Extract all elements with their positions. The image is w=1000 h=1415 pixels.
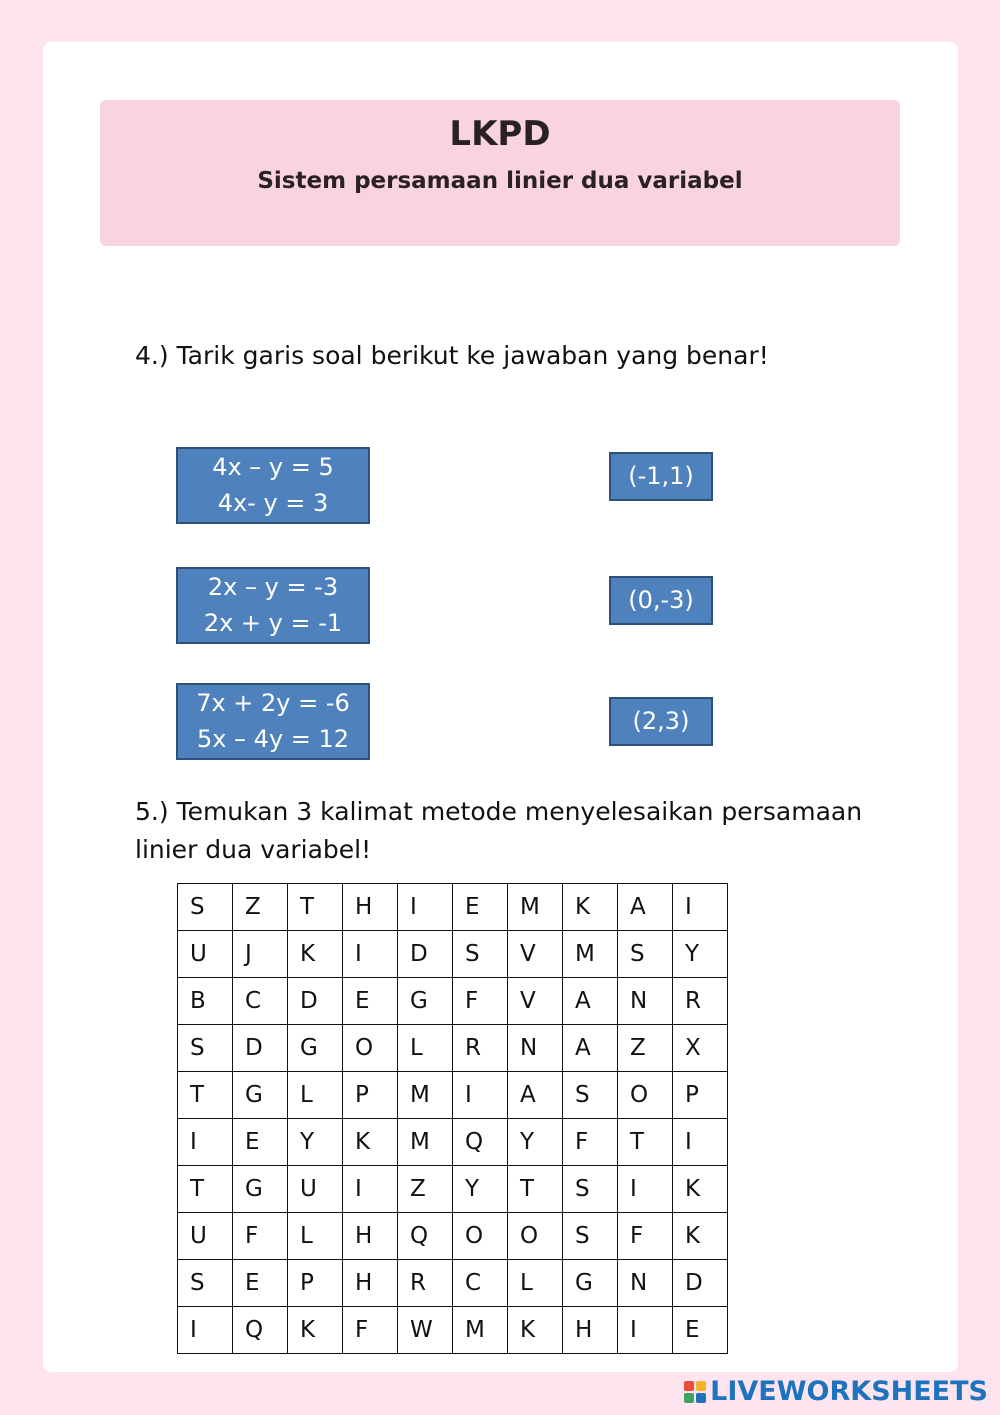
grid-cell[interactable]: D	[288, 978, 343, 1025]
grid-cell[interactable]: O	[453, 1213, 508, 1260]
equation-line: 2x – y = -3	[207, 573, 339, 601]
grid-row	[178, 1260, 728, 1307]
grid-cell[interactable]: A	[563, 978, 618, 1025]
grid-cell[interactable]: S	[453, 931, 508, 978]
grid-cell[interactable]: I	[343, 1166, 398, 1213]
grid-cell[interactable]: H	[343, 1213, 398, 1260]
grid-cell[interactable]: O	[343, 1025, 398, 1072]
grid-cell[interactable]: H	[563, 1307, 618, 1354]
grid-cell[interactable]: R	[453, 1025, 508, 1072]
grid-cell[interactable]: O	[618, 1072, 673, 1119]
grid-cell[interactable]: B	[178, 978, 233, 1025]
grid-cell[interactable]: C	[233, 978, 288, 1025]
grid-cell[interactable]: S	[563, 1072, 618, 1119]
grid-cell[interactable]: D	[673, 1260, 728, 1307]
grid-cell[interactable]: Z	[398, 1166, 453, 1213]
grid-cell[interactable]: T	[618, 1119, 673, 1166]
grid-cell[interactable]: D	[233, 1025, 288, 1072]
grid-cell[interactable]: N	[618, 1260, 673, 1307]
grid-cell[interactable]: D	[398, 931, 453, 978]
grid-cell[interactable]: O	[508, 1213, 563, 1260]
grid-row	[178, 1213, 728, 1260]
grid-cell[interactable]: G	[233, 1072, 288, 1119]
grid-cell[interactable]: N	[508, 1025, 563, 1072]
grid-cell[interactable]: S	[178, 884, 233, 931]
grid-cell[interactable]: P	[343, 1072, 398, 1119]
grid-cell[interactable]: A	[508, 1072, 563, 1119]
grid-cell[interactable]: I	[178, 1307, 233, 1354]
grid-cell[interactable]: Z	[233, 884, 288, 931]
grid-cell[interactable]: W	[398, 1307, 453, 1354]
grid-cell[interactable]: M	[453, 1307, 508, 1354]
answer-box-2[interactable]: (0,-3)	[609, 576, 713, 625]
equation-line: 4x- y = 3	[217, 489, 329, 517]
grid-cell[interactable]: U	[178, 931, 233, 978]
page-subtitle: Sistem persamaan linier dua variabel	[257, 168, 743, 194]
grid-row	[178, 1025, 728, 1072]
grid-cell[interactable]: L	[508, 1260, 563, 1307]
grid-cell[interactable]: M	[508, 884, 563, 931]
grid-cell[interactable]: V	[508, 931, 563, 978]
grid-cell[interactable]: K	[288, 931, 343, 978]
grid-cell[interactable]: H	[343, 884, 398, 931]
grid-cell[interactable]: U	[178, 1213, 233, 1260]
grid-cell[interactable]: E	[233, 1119, 288, 1166]
word-search-grid	[177, 883, 728, 1354]
grid-cell[interactable]: Q	[233, 1307, 288, 1354]
grid-cell[interactable]: G	[233, 1166, 288, 1213]
grid-cell[interactable]: U	[288, 1166, 343, 1213]
grid-cell[interactable]: M	[563, 931, 618, 978]
answer-box-1[interactable]: (-1,1)	[609, 452, 713, 501]
grid-cell[interactable]: T	[178, 1166, 233, 1213]
grid-cell[interactable]: S	[178, 1260, 233, 1307]
grid-cell[interactable]: I	[618, 1307, 673, 1354]
answer-box-3[interactable]: (2,3)	[609, 697, 713, 746]
grid-cell[interactable]: M	[398, 1119, 453, 1166]
grid-cell[interactable]: E	[343, 978, 398, 1025]
equation-box-3[interactable]	[176, 683, 370, 760]
grid-cell[interactable]: I	[398, 884, 453, 931]
grid-cell[interactable]: G	[288, 1025, 343, 1072]
grid-cell[interactable]: G	[563, 1260, 618, 1307]
grid-cell[interactable]: E	[673, 1307, 728, 1354]
grid-cell[interactable]: Q	[453, 1119, 508, 1166]
liveworksheets-branding	[684, 1376, 988, 1407]
grid-cell[interactable]: I	[673, 1119, 728, 1166]
grid-cell[interactable]: H	[343, 1260, 398, 1307]
grid-cell[interactable]: G	[398, 978, 453, 1025]
header-banner	[100, 100, 900, 246]
grid-cell[interactable]: K	[508, 1307, 563, 1354]
grid-cell[interactable]: F	[343, 1307, 398, 1354]
grid-cell[interactable]: P	[673, 1072, 728, 1119]
equation-line: 7x + 2y = -6	[196, 689, 350, 717]
grid-cell[interactable]: K	[563, 884, 618, 931]
grid-cell[interactable]: Y	[673, 931, 728, 978]
grid-cell[interactable]: I	[453, 1072, 508, 1119]
grid-cell[interactable]: E	[233, 1260, 288, 1307]
grid-cell[interactable]: S	[618, 931, 673, 978]
grid-cell[interactable]: Y	[453, 1166, 508, 1213]
grid-cell[interactable]: T	[178, 1072, 233, 1119]
grid-cell[interactable]: L	[288, 1072, 343, 1119]
grid-cell[interactable]: C	[453, 1260, 508, 1307]
grid-cell[interactable]: K	[288, 1307, 343, 1354]
grid-cell[interactable]: A	[563, 1025, 618, 1072]
equation-box-1[interactable]	[176, 447, 370, 524]
grid-cell[interactable]: V	[508, 978, 563, 1025]
grid-cell[interactable]: J	[233, 931, 288, 978]
equation-line: 5x – 4y = 12	[196, 725, 350, 753]
grid-cell[interactable]: K	[673, 1166, 728, 1213]
grid-cell[interactable]: P	[288, 1260, 343, 1307]
grid-cell[interactable]: R	[673, 978, 728, 1025]
grid-cell[interactable]: L	[398, 1025, 453, 1072]
grid-cell[interactable]: N	[618, 978, 673, 1025]
question-5-prompt: 5.) Temukan 3 kalimat metode menyelesaikan persamaan linier dua variabel!	[135, 797, 863, 864]
question-4-prompt: 4.) Tarik garis soal berikut ke jawaban yang benar!	[135, 341, 769, 370]
grid-cell[interactable]: K	[673, 1213, 728, 1260]
grid-row	[178, 1307, 728, 1354]
grid-row	[178, 884, 728, 931]
grid-cell[interactable]: F	[618, 1213, 673, 1260]
liveworksheets-logo-icon	[684, 1381, 706, 1403]
grid-cell[interactable]: T	[508, 1166, 563, 1213]
equation-line: 2x + y = -1	[203, 609, 343, 637]
grid-cell[interactable]: T	[288, 884, 343, 931]
page-title: LKPD	[449, 114, 551, 154]
grid-cell[interactable]: S	[563, 1213, 618, 1260]
grid-cell[interactable]: R	[398, 1260, 453, 1307]
grid-cell[interactable]: I	[673, 884, 728, 931]
grid-cell[interactable]: Y	[288, 1119, 343, 1166]
grid-cell[interactable]: S	[178, 1025, 233, 1072]
grid-cell[interactable]: I	[343, 931, 398, 978]
grid-cell[interactable]: L	[288, 1213, 343, 1260]
grid-cell[interactable]: I	[178, 1119, 233, 1166]
grid-row	[178, 931, 728, 978]
grid-cell[interactable]: Y	[508, 1119, 563, 1166]
grid-row	[178, 1119, 728, 1166]
equation-line: 4x – y = 5	[212, 453, 334, 481]
grid-cell[interactable]: Z	[618, 1025, 673, 1072]
grid-cell[interactable]: I	[618, 1166, 673, 1213]
grid-cell[interactable]: M	[398, 1072, 453, 1119]
grid-cell[interactable]: F	[563, 1119, 618, 1166]
grid-cell[interactable]: E	[453, 884, 508, 931]
grid-cell[interactable]: F	[233, 1213, 288, 1260]
grid-cell[interactable]: X	[673, 1025, 728, 1072]
grid-cell[interactable]: K	[343, 1119, 398, 1166]
grid-row	[178, 1072, 728, 1119]
grid-cell[interactable]: A	[618, 884, 673, 931]
grid-cell[interactable]: S	[563, 1166, 618, 1213]
grid-cell[interactable]: Q	[398, 1213, 453, 1260]
grid-row	[178, 1166, 728, 1213]
grid-cell[interactable]: F	[453, 978, 508, 1025]
grid-row	[178, 978, 728, 1025]
brand-name: LIVEWORKSHEETS	[710, 1376, 988, 1407]
equation-box-2[interactable]	[176, 567, 370, 644]
